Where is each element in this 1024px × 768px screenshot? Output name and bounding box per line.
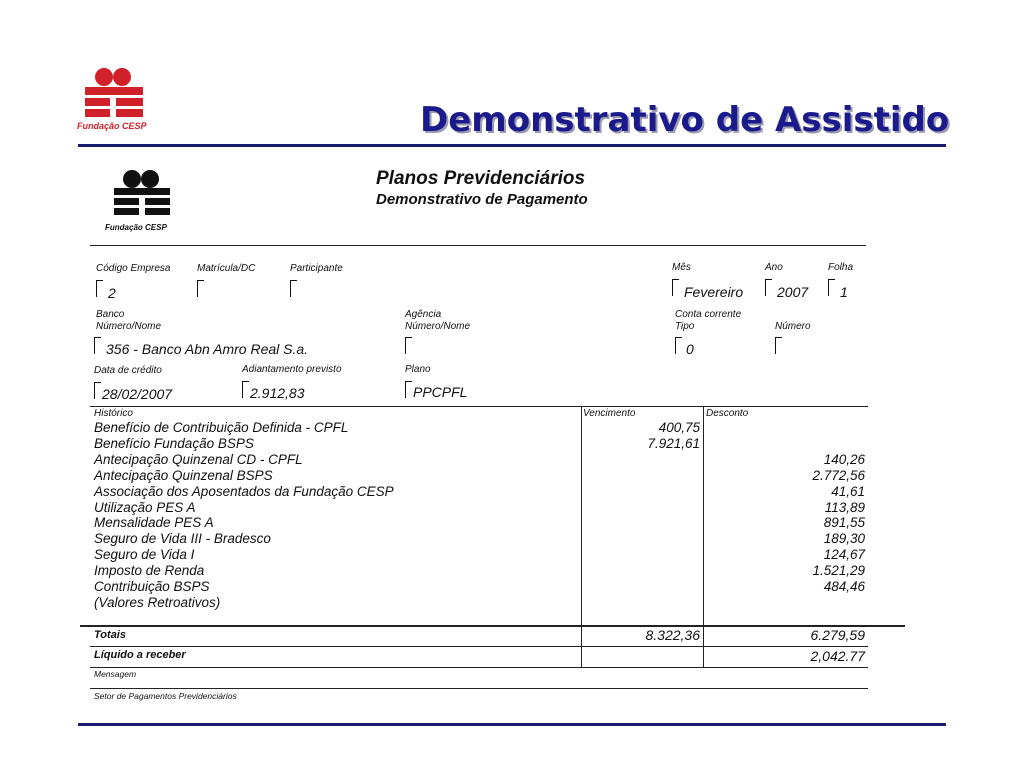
field-bracket <box>94 337 101 354</box>
field-bracket <box>405 381 412 398</box>
list-item: Imposto de Renda <box>94 563 205 579</box>
banco-label: Banco <box>96 309 125 320</box>
plano-value: PPCPFL <box>413 384 468 400</box>
document-logo-caption: Fundação CESP <box>105 223 167 232</box>
document-title: Planos Previdenciários <box>376 168 586 189</box>
mes-value: Fevereiro <box>684 284 744 300</box>
document-logo <box>106 168 178 224</box>
field-bracket <box>405 337 412 354</box>
desconto-header: Desconto <box>706 408 749 419</box>
setor-label: Setor de Pagamentos Previdenciários <box>94 691 237 701</box>
list-item <box>706 436 865 452</box>
mes-label: Mês <box>672 262 691 273</box>
historico-list <box>94 420 574 611</box>
totals-bottom-rule <box>90 646 868 647</box>
desconto-list <box>706 420 865 595</box>
banco-value: 356 - Banco Abn Amro Real S.a. <box>106 341 309 357</box>
list-item: Benefício Fundação BSPS <box>94 435 254 451</box>
field-bracket <box>94 382 101 399</box>
codigo-empresa-label: Código Empresa <box>96 263 171 274</box>
folha-value: 1 <box>840 284 848 300</box>
totais-label: Totais <box>94 629 126 641</box>
vencimento-header: Vencimento <box>583 408 636 419</box>
ano-label: Ano <box>765 262 783 273</box>
list-item: 7.921,61 <box>647 435 700 451</box>
table-column-divider <box>703 406 704 667</box>
list-item: 189,30 <box>823 531 865 547</box>
field-bracket <box>675 337 682 354</box>
adiantamento-value: 2.912,83 <box>250 385 305 401</box>
field-bracket <box>775 337 782 354</box>
footer-rule <box>78 723 946 726</box>
table-column-divider <box>581 406 582 667</box>
list-item: Utilização PES A <box>94 499 196 515</box>
list-item: Antecipação Quinzenal CD - CPFL <box>94 451 303 467</box>
field-bracket <box>828 279 835 296</box>
mensagem-label: Mensagem <box>94 669 137 679</box>
list-item: 140,26 <box>823 451 865 467</box>
list-item: Seguro de Vida I <box>94 547 195 563</box>
table-top-rule <box>90 406 868 407</box>
list-item: Antecipação Quinzenal BSPS <box>94 467 273 483</box>
conta-label: Conta corrente <box>675 309 742 320</box>
setor-rule <box>90 688 868 689</box>
totais-vencimento: 8.322,36 <box>645 627 700 643</box>
list-item: 891,55 <box>823 515 865 531</box>
folha-label: Folha <box>828 262 854 273</box>
slide-logo-caption: Fundação CESP <box>77 121 147 131</box>
adiantamento-label: Adiantamento previsto <box>242 364 342 375</box>
list-item: 400,75 <box>658 420 700 435</box>
list-item <box>706 420 865 436</box>
plano-label: Plano <box>405 364 431 375</box>
totais-desconto: 6.279,59 <box>810 627 865 643</box>
conta-value: 0 <box>686 341 694 357</box>
list-item: (Valores Retroativos) <box>94 594 221 610</box>
banco-sublabel: Número/Nome <box>96 321 162 332</box>
agencia-label: Agência <box>405 309 442 320</box>
field-bracket <box>765 279 772 296</box>
list-item: 41,61 <box>831 483 865 499</box>
conta-sublabel: Tipo <box>675 321 695 332</box>
liquido-valor: 2,042.77 <box>810 648 865 664</box>
numero-label: Número <box>775 321 811 332</box>
liquido-label: Líquido a receber <box>94 649 186 661</box>
field-bracket <box>672 279 679 296</box>
list-item: Associação dos Aposentados da Fundação CESP <box>94 483 394 499</box>
historico-header: Histórico <box>94 408 133 419</box>
list-item: Contribuição BSPS <box>94 579 210 595</box>
document-subtitle: Demonstrativo de Pagamento <box>376 191 588 208</box>
participante-label: Participante <box>290 263 343 274</box>
field-bracket <box>197 280 204 297</box>
data-credito-value: 28/02/2007 <box>102 386 173 402</box>
field-bracket <box>290 280 297 297</box>
list-item: 124,67 <box>823 547 865 563</box>
totals-top-rule <box>80 625 905 627</box>
list-item: Mensalidade PES A <box>94 515 214 531</box>
list-item: 1.521,29 <box>812 563 865 579</box>
agencia-sublabel: Número/Nome <box>405 321 471 332</box>
vencimento-list <box>584 420 700 452</box>
list-item: 113,89 <box>824 499 865 515</box>
list-item: 2.772,56 <box>812 467 865 483</box>
header-divider <box>90 245 866 246</box>
field-bracket <box>96 280 103 297</box>
codigo-empresa-value: 2 <box>108 285 116 301</box>
list-item: 484,46 <box>823 579 865 595</box>
fundacao-cesp-logo-icon <box>106 168 178 224</box>
title-underline <box>78 144 946 147</box>
field-bracket <box>242 381 249 398</box>
slide-title: Demonstrativo de Assistido <box>420 100 950 140</box>
data-credito-label: Data de crédito <box>94 365 162 376</box>
mensagem-rule <box>90 667 868 668</box>
matricula-label: Matrícula/DC <box>197 263 256 274</box>
list-item: Benefício de Contribuição Definida - CPFL <box>94 420 349 435</box>
ano-value: 2007 <box>777 284 809 300</box>
list-item: Seguro de Vida III - Bradesco <box>94 531 271 547</box>
